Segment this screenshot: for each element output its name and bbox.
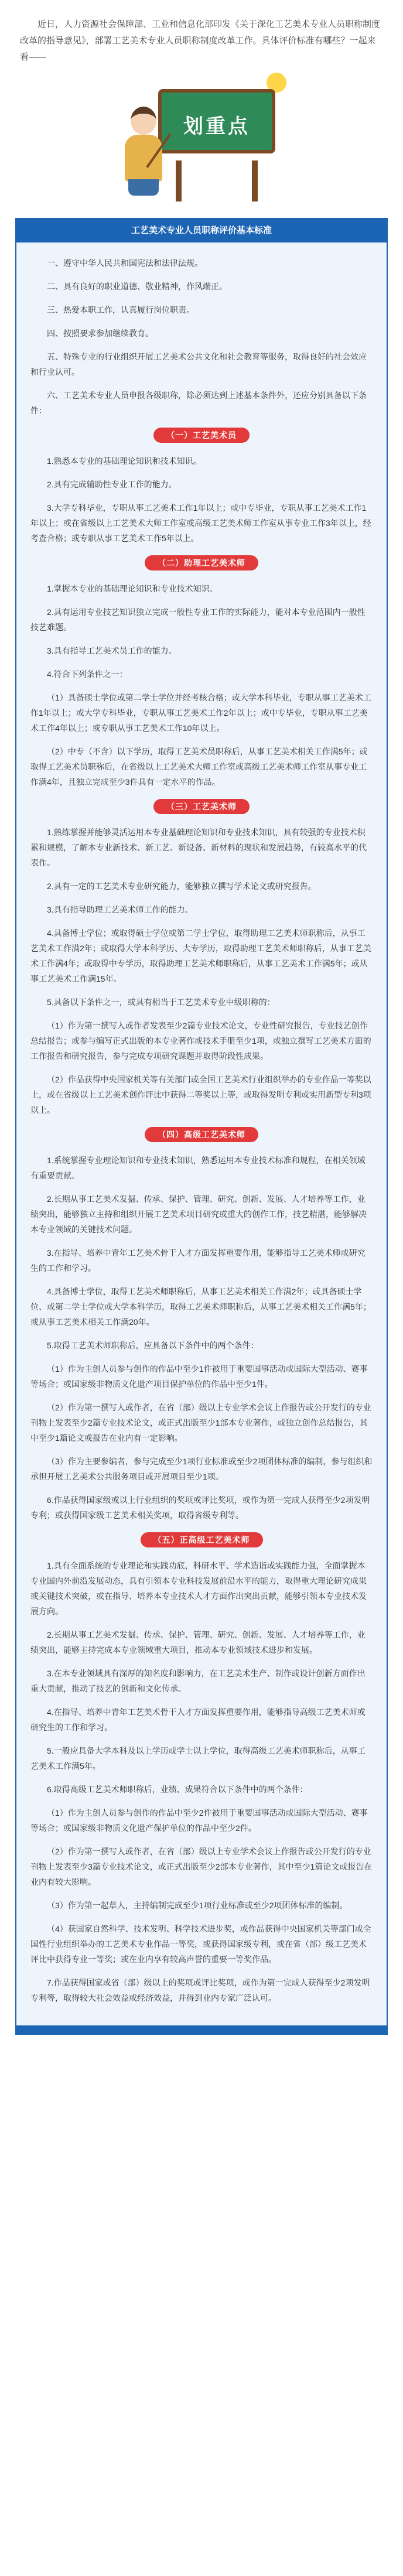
general-conditions	[30, 255, 373, 418]
section-item: 2.具有完成辅助性专业工作的能力。	[47, 480, 177, 489]
chalkboard	[158, 89, 275, 153]
panel-content	[16, 242, 387, 2025]
section-item: 1.熟练掌握并能够灵活运用本专业基础理论知识和专业技术知识，具有较强的专业技术积累和规模，了解本专业新技术、新工艺、新设备、新材料的现状和发展趋势，有较高水平的代表作。	[30, 828, 367, 867]
general-item: 五、特殊专业的行业组织开展工艺美术公共文化和社会教育等服务，取得良好的社会效应和行业认可。	[30, 352, 367, 377]
section-title-badge: （五）正高级工艺美术师	[141, 1532, 263, 1547]
general-item: 四、按照要求参加继续教育。	[47, 329, 153, 338]
section-2	[30, 555, 373, 790]
section-item: （2）作品获得中央国家机关等有关部门或全国工艺美术行业组织举办的专业作品一等奖以上，或在省级以上工艺美术创作评比中获得二等奖以上等，或取得发明专利或实用新型专利3项以上。	[30, 1075, 371, 1115]
section-item: （4）获国家自然科学、技术发明、科学技术进步奖，或作品获得中央国家机关等部门或全国性行业组织举办的工艺美术专业作品一等奖，或获得国家级专利，或在省（部）级工艺美术评比中获得专业一等奖；或在业内享有较高声誉的重要一等奖作品。	[30, 1924, 371, 1964]
section-item: （1）具备硕士学位或第二学士学位并经考核合格；或大学本科毕业，专职从事工艺美术工作1年以上；或大学专科毕业，专职从事工艺美术工作2年以上；或中专毕业，专职从事工艺美术工作4年以上；或专职从事工艺美术工作10年以上。	[30, 693, 371, 733]
general-item: 二、具有良好的职业道德、敬业精神，作风端正。	[47, 282, 227, 291]
section-item: 2.具有一定的工艺美术专业研究能力，能够独立撰写学术论文或研究报告。	[47, 882, 316, 891]
section-item: 4.在指导、培养中青年工艺美术骨干人才方面发挥重要作用，能够指导高级工艺美术师或研究生的工作和学习。	[30, 1707, 366, 1732]
section-item: 2.长期从事工艺美术发掘、传承、保护、管理、研究、创新、发展、人才培养等工作，业绩突出，能够主持完成本专业领域重大项目，推动本专业领域技术进步和发展。	[30, 1630, 366, 1655]
section-item: （1）作为主创人员参与创作的作品中至少1件被用于重要国事活动或国际大型活动、赛事等场合；或国家级非物质文化遗产项目保护单位的作品中至少1件。	[30, 1364, 368, 1389]
section-item: 1.具有全面系统的专业理论和实践功底，科研水平、学术造诣或实践能力强，全面掌握本专业国内外前沿发展动态，具有引领本专业科技发展前沿水平的能力，取得重大理论研究成果或关键技术突破，或在指导、培养本专业技术人才方面作出突出贡献，能够引领本专业技术发展方向。	[30, 1561, 367, 1616]
intro-text: 近日，人力资源社会保障部、工业和信息化部印发《关于深化工艺美术专业人员职称制度改革的指导意见》，部署工艺美术专业人员职称制度改革工作。具体评价标准有哪些？一起来看——	[20, 19, 381, 62]
section-item: 3.具有指导助理工艺美术师工作的能力。	[47, 905, 193, 914]
section-5	[30, 1532, 373, 2006]
section-item: 6.作品获得国家级或以上行业组织的奖项或评比奖项，或作为第一完成人获得至少2项发明专利；或获得国家级工艺美术相关奖项，取得省级专利等。	[30, 1495, 370, 1520]
section-item: 2.具有运用专业技艺知识独立完成一般性专业工作的实际能力，能对本专业范围内一般性技艺难题。	[30, 607, 366, 632]
section-3	[30, 799, 373, 1118]
section-item: 5.一般应具备大学本科及以上学历或学士以上学位，取得高级工艺美术师职称后，从事工艺美术工作满5年。	[30, 1746, 366, 1771]
teacher-figure-icon	[120, 107, 167, 206]
section-item: （3）作为主要参编者，参与完成至少1项行业标准或至少2项团体标准的编制，参与组织和承担开展工艺美术公共服务项目或开展项目至少1项。	[30, 1457, 373, 1481]
banner-title: 划重点	[183, 115, 250, 138]
section-item: （2）作为第一撰写人或作者，在省（部）级以上专业学术会议上作报告或公开发行的专业刊物上发表至少2篇专业技术论文，或正式出版至少1部本专业著作，或独立创作总结报告，其中至少1篇论文或报告在业内有一定影响。	[30, 1403, 371, 1443]
section-item: （1）作为主创人员参与创作的作品中至少2件被用于重要国事活动或国际大型活动、赛事等场合；或国家级非物质文化遗产保护单位的作品中至少2件。	[30, 1808, 368, 1833]
section-item: 1.系统掌握专业理论知识和专业技术知识，熟悉运用本专业技术标准和规程，在相关领域有重要贡献。	[30, 1156, 366, 1180]
section-item: 2.长期从事工艺美术发掘、传承、保护、管理、研究、创新、发展、人才培养等工作，业绩突出，能够独立主持和组织开展工艺美术项目研究或重大的创作工作，技艺精湛，能够解决本专业领域的关键技术问题。	[30, 1194, 367, 1234]
general-item: 一、遵守中华人民共和国宪法和法律法规。	[47, 258, 203, 268]
section-item: 4.符合下列条件之一：	[47, 669, 128, 679]
section-item: （1）作为第一撰写人或作者发表至少2篇专业技术论文，专业性研究报告，专业技艺创作总结报告；或参与编写正式出版的本专业著作或技术手册至少1项，或独立撰写工艺美术方面的工作报告和研究报告，参与完成专项研究课题并取得阶段性成果。	[30, 1021, 371, 1061]
section-item: 1.掌握本专业的基础理论知识和专业技术知识。	[47, 584, 218, 593]
general-item: 六、工艺美术专业人员申报各级职称，除必须达到上述基本条件外，还应分别具备以下条件：	[30, 391, 367, 415]
panel-title: 工艺美术专业人员职称评价基本标准	[16, 219, 387, 242]
section-item: 3.在本专业领域具有深厚的知名度和影响力，在工艺美术生产、制作或设计创新方面作出重大贡献，推动了技艺的创新和文化传承。	[30, 1669, 366, 1693]
section-title-badge: （二）助理工艺美术师	[145, 555, 258, 570]
section-item: 6.取得高级工艺美术师职称后，业绩、成果符合以下条件中的两个条件：	[47, 1785, 308, 1794]
section-title-badge: （三）工艺美术师	[153, 799, 250, 814]
section-item: 5.取得工艺美术师职称后，应具备以下条件中的两个条件：	[47, 1341, 259, 1350]
easel-leg-left	[176, 160, 182, 201]
banner-illustration	[0, 66, 403, 218]
panel-footer-bar	[15, 2027, 388, 2035]
standards-panel	[15, 218, 388, 2027]
section-item: 1.熟悉本专业的基础理论知识和技术知识。	[47, 456, 202, 466]
section-item: 3.大学专科毕业，专职从事工艺美术工作1年以上；或中专毕业，专职从事工艺美术工作1年以上；或在省级以上工艺美术大师工作室或高级工艺美术师工作室从事专业工作3年以上，经考查合格；或专职从事工艺美术工作5年以上。	[30, 503, 371, 543]
section-item: （2）作为第一撰写人或作者，在省（部）级以上专业学术会议上作报告或公开发行的专业刊物上发表至少3篇专业技术论文，或正式出版至少2部本专业著作，其中至少1篇论文或报告在业内有较大影响。	[30, 1847, 373, 1887]
section-title-badge: （四）高级工艺美术师	[145, 1127, 258, 1142]
section-1	[30, 428, 373, 546]
section-item: （3）作为第一起草人，主持编制完成至少1项行业标准或至少2项团体标准的编制。	[47, 1901, 348, 1910]
section-item: 3.在指导、培养中青年工艺美术骨干人才方面发挥重要作用，能够指导工艺美术师或研究生的工作和学习。	[30, 1248, 366, 1273]
section-title-badge: （一）工艺美术员	[153, 428, 250, 443]
section-item: 3.具有指导工艺美术员工作的能力。	[47, 646, 177, 655]
section-item: 4.具备博士学位，取得工艺美术师职称后，从事工艺美术相关工作满2年；或具备硕士学位、或第二学士学位或大学本科学历，取得工艺美术师职称后，从事工艺美术相关工作满5年；或从事工艺美术相关工作满20年。	[30, 1287, 371, 1327]
easel-leg-right	[252, 160, 258, 201]
section-4	[30, 1127, 373, 1523]
section-item: 7.作品获得国家或省（部）级以上的奖项或评比奖项，或作为第一完成人获得至少2项发明专利等，取得较大社会效益或经济效益，并得到业内专家广泛认可。	[30, 1978, 370, 2003]
section-item: 4.具备博士学位；或取得硕士学位或第二学士学位，取得助理工艺美术师职称后，从事工艺美术工作满2年；或取得大学本科学历、大专学历，取得助理工艺美术师职称后，从事工艺美术工作满4年；或取得中专学历，取得助理工艺美术师职称后，从事工艺美术工作满5年；或从事工艺美术工作满15年。	[30, 928, 371, 983]
section-item: （2）中专（不含）以下学历，取得工艺美术员职称后，从事工艺美术相关工作满5年；或取得工艺美术员职称后，在省级以上工艺美术大师工作室或高级工艺美术师工作室从事专业工作满4年，且独立完成至少3件具有一定水平的作品。	[30, 747, 368, 787]
section-item: 5.具备以下条件之一，或具有相当于工艺美术专业中级职称的：	[47, 997, 275, 1007]
general-item: 三、热爱本职工作，认真履行岗位职责。	[47, 305, 194, 315]
